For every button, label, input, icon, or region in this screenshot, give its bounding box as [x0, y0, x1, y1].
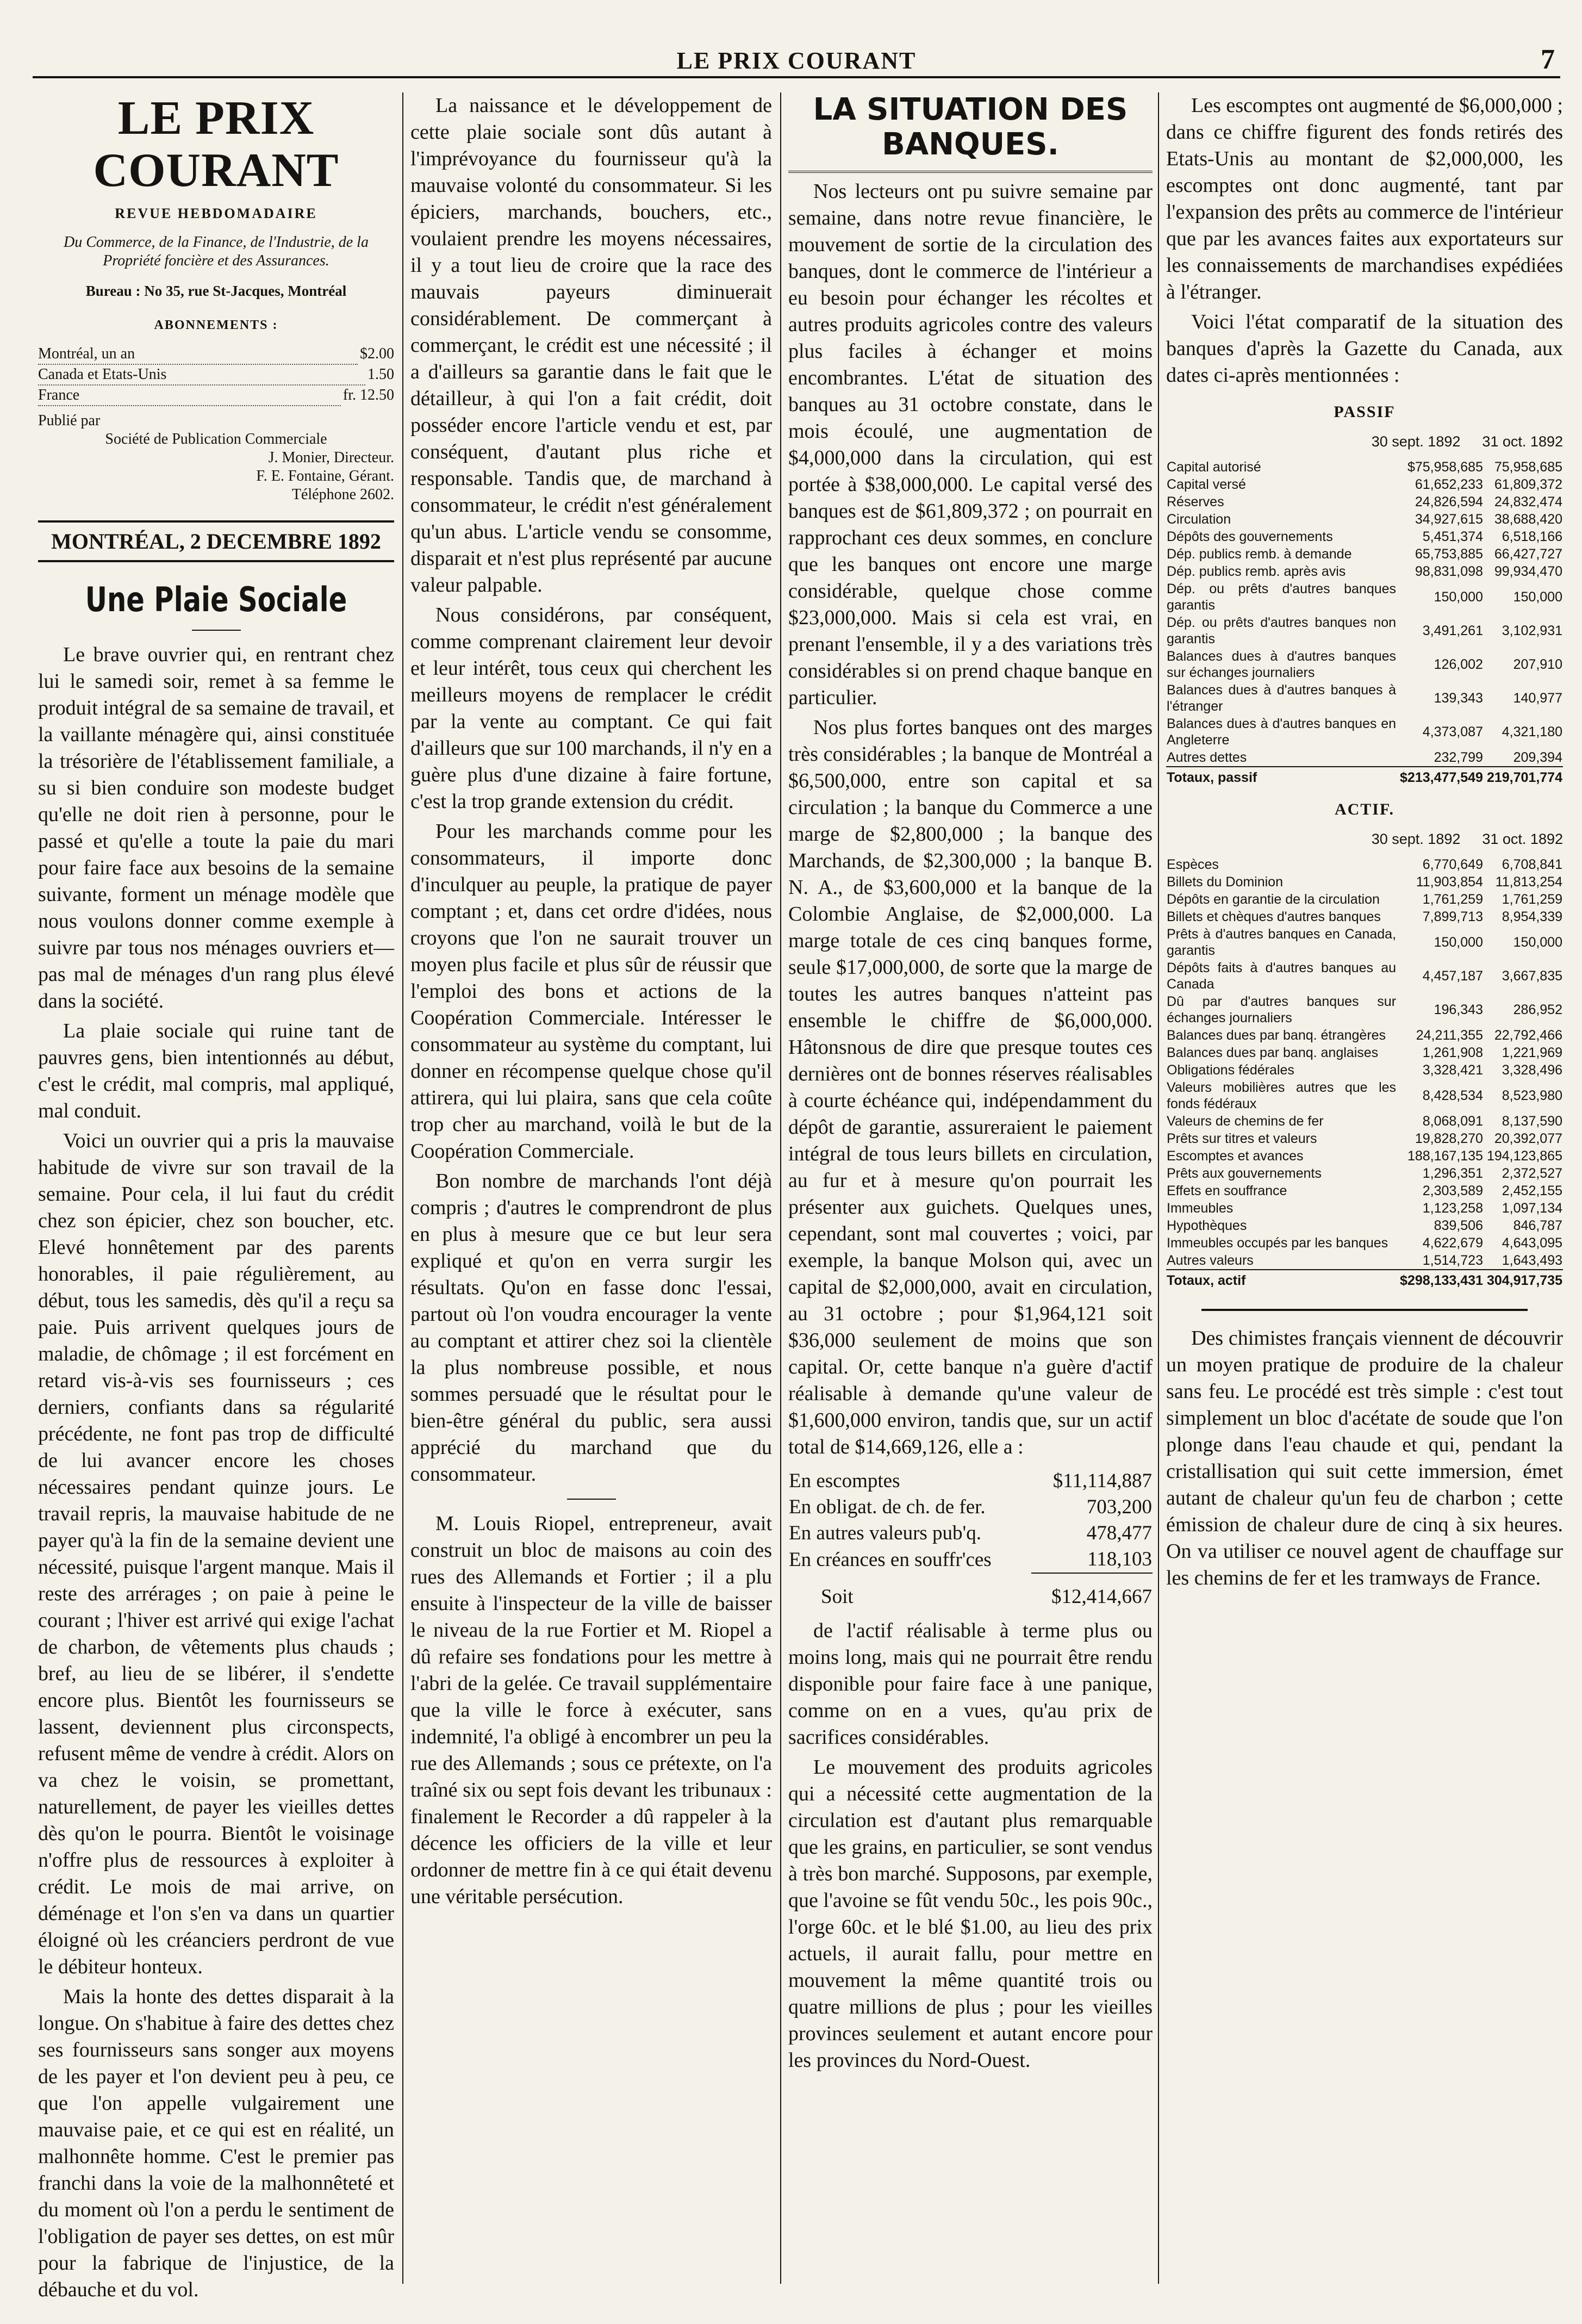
paragraph: de l'actif réalisable à terme plus ou moins long, mais qui ne pourrait être rendu disponible pour faire face à une panique, comme on en a vues, qu'au prix de sacrifices considérables. [788, 1619, 1153, 1749]
running-title: LE PRIX COURANT [676, 47, 917, 74]
running-header [33, 44, 1560, 78]
paragraph: Voici l'état comparatif de la situation des banques d'après la Gazette du Canada, aux dates ci-après mentionnées : [1166, 310, 1563, 387]
column-4 [1166, 92, 1563, 2284]
date-header: 30 sept. 1892 31 oct. 1892 [1371, 433, 1563, 450]
column-2 [410, 92, 772, 2284]
paragraph: Les escomptes ont augmenté de $6,000,000 ; dans ce chiffre figurent des fonds retirés des Etats-Unis au montant de $2,000,000, les escomptes ont donc augmenté, tant par l'expansion des prêts au commerce de l'intérieur que par les avances faites aux exportateurs sur les connaissements de marchandises expédiées à l'étranger. [1166, 94, 1563, 303]
column-rule [402, 92, 403, 2284]
divider [567, 1499, 616, 1500]
director: J. Monier, Directeur. [268, 449, 394, 466]
paragraph: Des chimistes français viennent de découvrir un moyen pratique de produire de la chaleur sans feu. Le procédé est très simple : c'est tout simplement un bloc d'acétate de soude que l'on plonge dans l'eau chaude et qui, pendant la cristallisation qui suit cette immersion, émet autant de chaleur qu'un feu de charbon ; cette émission de chaleur dure de cinq à six heures. On va utiliser ce nouvel agent de chauffage sur les chemins de fer et les tramways de France. [1166, 1327, 1563, 1589]
total-row: Totaux, actif $298,133,431 304,917,735 [1166, 1270, 1563, 1289]
paragraph: Nos plus fortes banques ont des marges très considérables ; la banque de Montréal a $6,500,000, entre son capital et sa circulation ; la banque du Commerce a une marge de $2,800,000 ; la banque des Marchands, de $2,300,000 ; la banque B. N. A., de $3,600,000 et la banque de la Colombie Anglaise, de $2,000,000. La marge totale de ces cinq banques forme, seule $17,000,000, de sorte que la marge de toutes les autres banques n'atteint pas ensemble le chiffre de $6,000,000. Hâtonsnous de dire que presque toutes ces dernières ont de bonnes réserves réalisables à courte échéance qui, indépendamment du dépôt de garantie, assureraient le paiement intégral de tous leurs billets en circulation, au fur et à mesure qu'on pourrait les présenter aux guichets. Quelques unes, cependant, sont mal couvertes ; voici, par exemple, la banque Molson qui, avec un capital de $2,000,000, avait en circulation, au 31 octobre ; pour $1,964,121 soit $36,000 seulement de moins que son capital. Or, cette banque n'a guère d'actif réalisable à demande qu'une valeur de $1,600,000 environ, tandis que, sur un actif total de $14,669,126, elle a : [788, 716, 1153, 1458]
paragraph: Bon nombre de marchands l'ont déjà compris ; d'autres le comprendront de plus en plus à mesure que ce but leur sera expliqué et qu'on en verra surgir les résultats. Qu'on en fasse donc l'essai, partout où l'on voudra encourager la vente au comptant et attirer chez soi la clientèle la plus nombreuse possible, et nous sommes persuadé que le résultat pour le bien-être général du public, sera aussi apprécié du marchand que du consommateur. [410, 1170, 772, 1486]
divider [192, 630, 241, 631]
table-row: Dépôts en garantie de la circulation 1,761,259 1,761,259 [1167, 892, 1562, 907]
paragraph: Nous considérons, par conséquent, comme comprenant clairement leur devoir et leur intérêt, tous ceux qui cherchent les meilleurs moyens de remplacer le crédit par la vente au comptant. Ce qui fait d'ailleurs que sur 100 marchands, il n'y en a guère plus d'une dizaine à faire fortune, c'est la trop grande extension du crédit. [410, 604, 772, 813]
table-row: En obligat. de ch. de fer. 703,200 [789, 1496, 1152, 1518]
total-row: Totaux, passif $213,477,549 219,701,774 [1166, 767, 1563, 786]
table-row: Valeurs mobilières autres que les fonds fédéraux 8,428,534 8,523,980 [1167, 1080, 1562, 1111]
table-row: Billets et chèques d'autres banques 7,899,713 8,954,339 [1167, 909, 1562, 924]
paragraph: Voici un ouvrier qui a pris la mauvaise habitude de vivre sur son travail de la semaine. Pour cela, il lui faut du crédit chez son épicier, chez son boucher, etc. Elevé honnêtement par des parents honorables, il paie régulièrement, au début, tous les samedis, dès qu'il a reçu sa paie. Puis arrivent quelques jours de maladie, de chômage ; il est forcément en retard vis-à-vis ses fournisseurs ; ces derniers, confiants dans sa régularité précédente, ne font pas trop de difficulté de lui avancer encore les choses nécessaires pendant quinze jours. Le travail repris, la mauvaise habitude de ne payer qu'à la fin de la semaine devient une nécessité, puisque l'argent manque. Mais il reste des arrérages ; on paie à peine le courant ; l'hiver est arrivé qui exige l'achat de charbon, de vêtements plus chauds ; bref, au lieu de se libérer, il s'endette encore plus. Bientôt les fournisseurs se lassent, deviennent plus circonspects, refusent même de vendre à crédit. Alors on va chez le voisin, se promettant, naturellement, de payer les vieilles dettes dès qu'on le pourra. Bientôt le voisinage n'offre plus de ressources à exploiter à crédit. Le mois de mai arrive, on déménage et l'on s'en va dans un quartier éloigné où les créanciers perdront de vue le débiteur honteux. [38, 1129, 394, 1978]
office-address: Bureau : No 35, rue St-Jacques, Montréal [85, 283, 347, 299]
table-row: Balances dues à d'autres banques à l'étranger 139,343 140,977 [1167, 682, 1562, 714]
table-row: Prêts sur titres et valeurs 19,828,270 20,392,077 [1167, 1131, 1562, 1146]
table-row: Dép. ou prêts d'autres banques garantis 150,000 150,000 [1167, 581, 1562, 613]
column-rule [1158, 92, 1159, 2284]
table-row: Capital versé 61,652,233 61,809,372 [1167, 477, 1562, 492]
date-header: 30 sept. 1892 31 oct. 1892 [1371, 831, 1563, 847]
table-row: Balances dues par banq. étrangères 24,211,355 22,792,466 [1167, 1028, 1562, 1043]
publisher-block [38, 412, 394, 504]
passif-heading: PASSIF [1334, 403, 1396, 421]
masthead-tagline: Du Commerce, de la Finance, de l'Industrie, de la Propriété foncière et des Assurances. [64, 234, 369, 269]
table-row: Circulation 34,927,615 38,688,420 [1167, 512, 1562, 527]
table-row: En autres valeurs pub'q. 478,477 [789, 1522, 1152, 1544]
actif-heading: ACTIF. [1334, 800, 1395, 818]
divider [1201, 1309, 1528, 1311]
paragraph: Mais la honte des dettes disparait à la longue. On s'habitue à faire des dettes chez ses fournisseurs sans songer aux moyens de les payer et l'on devient peu à peu, ce que l'on appelle vulgairement une mauvaise paie, et ce qui est en réalité, un malhonnête homme. C'est le premier pas franchi dans la voie de la malhonnêteté et du moment où l'on a perdu le sentiment de l'obligation de payer ses dettes, on est mûr pour la fabrique de l'injustice, de la débauche et du vol. [38, 1985, 394, 2301]
table-row: Dép. publics remb. après avis 98,831,098 99,934,470 [1167, 564, 1562, 579]
molson-figures [788, 1468, 1153, 1610]
publisher-name: Société de Publication Commerciale [105, 431, 327, 448]
table-row: En créances en souffr'ces 118,103 [789, 1548, 1152, 1571]
column-1 [38, 92, 394, 2301]
column-3 [788, 92, 1153, 2284]
table-row: Autres dettes 232,799 209,394 [1167, 750, 1562, 765]
table-row: Balances dues à d'autres banques sur échanges journaliers 126,002 207,910 [1167, 649, 1562, 680]
rate-row: Montréal, un an $2.00 [38, 344, 394, 365]
paragraph: M. Louis Riopel, entrepreneur, avait construit un bloc de maisons au coin des rues des Allemands et Fortier ; il a plu ensuite à l'inspecteur de la ville de baisser le niveau de la rue Fortier et M. Riopel a dû refaire ses fondations pour les mettre à l'abri de la gelée. Ce travail supplémentaire que la ville le force à exécuter, sans indemnité, l'a obligé à encombrer un peu la rue des Allemands ; sous ce prétexte, on l'a traîné six ou sept fois devant les tribunaux : finalement le Recorder a dû rappeler à la décence les officiers de la ville et leur ordonner de mettre fin à ce qui était devenu une véritable persécution. [410, 1512, 772, 1908]
table-row: Dépôts faits à d'autres banques au Canada 4,457,187 3,667,835 [1167, 960, 1562, 992]
table-row: Dép. publics remb. à demande 65,753,885 66,427,727 [1167, 546, 1562, 562]
paragraph: Le mouvement des produits agricoles qui a nécessité cette augmentation de la circulation est d'autant plus remarquable que les grains, en particulier, se sont vendus à très bon marché. Supposons, par exemple, que l'avoine se fût vendu 50c., les pois 90c., l'orge 60c. et le blé $1.00, au lieu des prix actuels, il aurait fallu, pour mettre en mouvement la même quantité trois ou quatre millions de plus ; pour les vieilles provinces seulement et autant encore pour les provinces du Nord-Ouest. [788, 1756, 1153, 2072]
table-row: Réserves 24,826,594 24,832,474 [1167, 494, 1562, 509]
rate-row: Canada et Etats-Unis 1.50 [38, 365, 394, 386]
table-row: Autres valeurs 1,514,723 1,643,493 [1167, 1253, 1562, 1268]
paragraph: Nos lecteurs ont pu suivre semaine par semaine, dans notre revue financière, le mouvement de sortie de la circulation des banques, dont le commerce de l'intérieur a eu besoin pour échanger les récoltes et autres produits agricoles contre des valeurs plus faciles à échanger et moins encombrantes. L'état de situation des banques au 31 octobre constate, dans le mois écoulé, une augmentation de $4,000,000 dans la circulation, qui est portée à $38,000,000. Le capital versé des banques est de $61,809,372 ; on pourrait en rapprochant ces deux sommes, en conclure que les banques ont encore une marge considérable, quelque chose comme $23,000,000. Mais si cela est vrai, en prenant l'ensemble, il y a des variations très considérables si on prend chaque banque en particulier. [788, 180, 1153, 709]
table-row: Espèces 6,770,649 6,708,841 [1167, 857, 1562, 872]
table-row: Prêts aux gouvernements 1,296,351 2,372,527 [1167, 1166, 1562, 1181]
column-rule [780, 92, 781, 2284]
table-row: Dépôts des gouvernements 5,451,374 6,518,166 [1167, 529, 1562, 544]
paragraph: Le brave ouvrier qui, en rentrant chez lui le samedi soir, remet à sa femme le produit intégral de sa semaine de travail, et la vaillante ménagère qui, ainsi constituée la trésorière de l'établissement familiale, a su si bien conduire son modeste budget qu'elle ne doit rien à personne, pour le passé et qu'elle a toute la paie du mari pour faire face aux besoins de la semaine suivante, forment un ménage modèle que nous voulons donner comme exemple à suivre par tous nos ménages ouvriers et—pas mal de ménages d'un rang plus élevé dans la société. [38, 643, 394, 1012]
rate-row: France fr. 12.50 [38, 386, 394, 406]
actif-table [1166, 856, 1563, 1289]
masthead-brand: LE PRIX COURANT [93, 92, 339, 197]
table-row: Capital autorisé $75,958,685 75,958,685 [1167, 459, 1562, 475]
table-row: Balances dues par banq. anglaises 1,261,908 1,221,969 [1167, 1045, 1562, 1060]
table-row: Immeubles 1,123,258 1,097,134 [1167, 1201, 1562, 1216]
paragraph: La naissance et le développement de cette plaie sociale sont dûs autant à l'imprévoyance du fournisseur qu'à la mauvaise volonté du consommateur. Si les épiciers, marchands, bouchers, etc., voulaient prendre les moyens nécessaires, il y a tout lieu de croire que la race des mauvais payeurs diminuerait considérablement. De commerçant à commerçant, le crédit est une nécessité ; il a d'ailleurs sa garantie dans le fait que le détailleur, à qui l'on a fait crédit, doit posséder encore l'article vendu et est, par conséquent, d'autant plus riche et responsable. Tandis que, de marchand à consommateur, le crédit n'est généralement qu'un abus. L'article vendu se consomme, disparait et n'est plus représenté par aucune valeur palpable. [410, 94, 772, 596]
table-row: Effets en souffrance 2,303,589 2,452,155 [1167, 1183, 1562, 1198]
subscriptions-heading: ABONNEMENTS : [154, 318, 278, 332]
table-row: Balances dues à d'autres banques en Angleterre 4,373,087 4,321,180 [1167, 716, 1562, 748]
published-by: Publié par [38, 412, 101, 429]
table-row: Dû par d'autres banques sur échanges journaliers 196,343 286,952 [1167, 994, 1562, 1026]
table-row: Prêts à d'autres banques en Canada, garantis 150,000 150,000 [1167, 927, 1562, 958]
paragraph: Pour les marchands comme pour les consommateurs, il importe donc d'inculquer au peuple, la pratique de payer comptant ; et, dans cet ordre d'idées, nous croyons que l'on ne saurait trouver un moyen plus facile et plus sûr de réussir que l'emploi des bons et actions de la Coopération Commerciale. Intéresser le consommateur au système du comptant, lui donner en récompense quelque chose qu'il attirera, qui lui plaira, sans que cela coûte trop cher au marchand, voilà le but de la Coopération Commerciale. [410, 820, 772, 1163]
table-row: Valeurs de chemins de fer 8,068,091 8,137,590 [1167, 1114, 1562, 1129]
table-row: Dép. ou prêts d'autres banques non garantis 3,491,261 3,102,931 [1167, 615, 1562, 647]
paragraph: La plaie sociale qui ruine tant de pauvres gens, bien intentionnés au début, c'est le crédit, mal compris, mal appliqué, mal conduit. [38, 1020, 394, 1122]
table-row: Obligations fédérales 3,328,421 3,328,496 [1167, 1062, 1562, 1078]
table-row: Soit $12,414,667 [788, 1573, 1153, 1610]
dateline: MONTRÉAL, 2 DECEMBRE 1892 [38, 520, 394, 562]
page-number: 7 [1541, 44, 1555, 75]
table-row: En escomptes $11,114,887 [789, 1470, 1152, 1492]
table-row: Billets du Dominion 11,903,854 11,813,254 [1167, 874, 1562, 890]
table-row: Hypothèques 839,506 846,787 [1167, 1218, 1562, 1233]
article-title: Une Plaie Sociale [85, 580, 347, 619]
passif-table [1166, 458, 1563, 786]
manager: F. E. Fontaine, Gérant. [256, 468, 394, 484]
masthead-subtitle: REVUE HEBDOMADAIRE [115, 206, 317, 221]
section-title: LA SITUATION DES BANQUES. [788, 92, 1153, 173]
phone: Téléphone 2602. [291, 486, 394, 503]
table-row: Escomptes et avances 188,167,135 194,123,865 [1167, 1148, 1562, 1164]
table-row: Immeubles occupés par les banques 4,622,679 4,643,095 [1167, 1235, 1562, 1251]
